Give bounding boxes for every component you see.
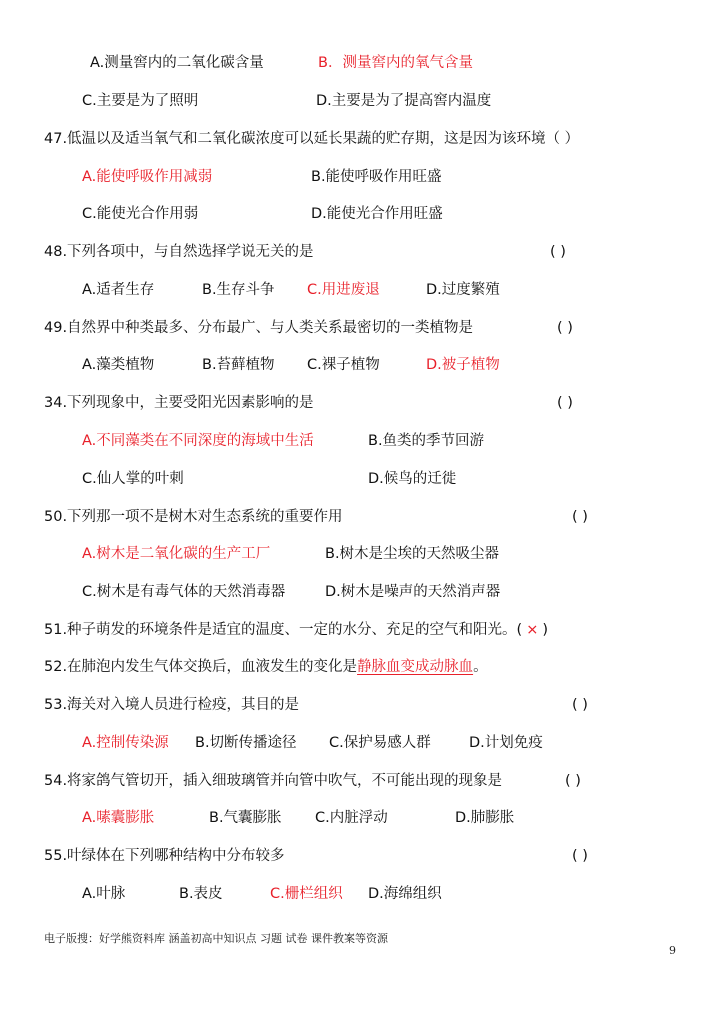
q54-option-c: C.内脏浮动 xyxy=(315,810,388,826)
q50-option-a: A.树木是二氧化碳的生产工厂 xyxy=(82,546,271,562)
q34-stem: 34.下列现象中，主要受阳光因素影响的是 xyxy=(44,395,314,411)
q48-option-b: B.生存斗争 xyxy=(202,282,275,298)
q49-answer-paren: ( ) xyxy=(557,320,573,336)
q55-option-c: C.栅栏组织 xyxy=(270,886,343,902)
q52-stem: 52.在肺泡内发生气体交换后，血液发生的变化是 xyxy=(44,659,358,675)
q49-stem: 49.自然界中种类最多、分布最广、与人类关系最密切的一类植物是 xyxy=(44,320,474,336)
q53-option-c: C.保护易感人群 xyxy=(329,735,431,751)
q55-option-b: B.表皮 xyxy=(179,886,223,902)
q47-option-d: D.能使光合作用旺盛 xyxy=(311,206,443,222)
q53-option-d: D.计划免疫 xyxy=(469,735,543,751)
q48-option-a: A.适者生存 xyxy=(82,282,155,298)
q51-stem: 51.种子萌发的环境条件是适宜的温度、一定的水分、充足的空气和阳光。( xyxy=(44,622,523,638)
q34-option-b: B.鱼类的季节回游 xyxy=(368,433,485,449)
q34-option-d: D.候鸟的迁徙 xyxy=(368,471,457,487)
q55-stem: 55.叶绿体在下列哪种结构中分布较多 xyxy=(44,848,285,864)
q52-line xyxy=(44,657,488,677)
q52-answer: 静脉血变成动脉血 xyxy=(357,659,474,675)
q47-stem: 47.低温以及适当氧气和二氧化碳浓度可以延长果蔬的贮存期，这是因为该环境（ ） xyxy=(44,131,580,147)
q51-close-paren: ) xyxy=(542,622,549,638)
q48-option-c: C.用进废退 xyxy=(307,282,380,298)
q46-option-a: A.测量窖内的二氧化碳含量 xyxy=(90,55,264,71)
q34-answer-paren: ( ) xyxy=(557,395,573,411)
q51-answer-mark: × xyxy=(526,622,539,638)
page-footer: 电子版搜：好学熊资料库 涵盖初高中知识点 习题 试卷 课件教案等资源 xyxy=(44,932,388,945)
q47-option-c: C.能使光合作用弱 xyxy=(82,206,199,222)
q46-option-d: D.主要是为了提高窖内温度 xyxy=(316,93,492,109)
q55-answer-paren: ( ) xyxy=(572,848,588,864)
q52-end: 。 xyxy=(473,659,488,675)
q46-option-b: B．测量窖内的氧气含量 xyxy=(318,55,473,71)
q34-option-a: A.不同藻类在不同深度的海域中生活 xyxy=(82,433,314,449)
q46-option-c: C.主要是为了照明 xyxy=(82,93,199,109)
q49-option-c: C.裸子植物 xyxy=(307,357,380,373)
q55-option-d: D.海绵组织 xyxy=(368,886,442,902)
q50-answer-paren: ( ) xyxy=(572,509,588,525)
q53-option-a: A.控制传染源 xyxy=(82,735,169,751)
q47-option-a: A.能使呼吸作用减弱 xyxy=(82,169,213,185)
q50-stem: 50.下列那一项不是树木对生态系统的重要作用 xyxy=(44,509,343,525)
q55-option-a: A.叶脉 xyxy=(82,886,126,902)
q49-option-d: D.被子植物 xyxy=(426,357,500,373)
q54-option-b: B.气囊膨胀 xyxy=(209,810,282,826)
q50-option-c: C.树木是有毒气体的天然消毒器 xyxy=(82,584,286,600)
q54-option-a: A.嗉囊膨胀 xyxy=(82,810,155,826)
q48-stem: 48.下列各项中，与自然选择学说无关的是 xyxy=(44,244,314,260)
q50-option-b: B.树木是尘埃的天然吸尘器 xyxy=(325,546,500,562)
q50-option-d: D.树木是噪声的天然消声器 xyxy=(325,584,501,600)
q53-answer-paren: ( ) xyxy=(572,697,588,713)
q54-stem: 54.将家鸽气管切开，插入细玻璃管并向管中吹气，不可能出现的现象是 xyxy=(44,773,503,789)
q51-line xyxy=(44,620,548,640)
q54-option-d: D.肺膨胀 xyxy=(455,810,515,826)
q34-option-c: C.仙人掌的叶刺 xyxy=(82,471,184,487)
q47-option-b: B.能使呼吸作用旺盛 xyxy=(311,169,442,185)
q54-answer-paren: ( ) xyxy=(565,773,581,789)
q49-option-a: A.藻类植物 xyxy=(82,357,155,373)
q53-stem: 53.海关对入境人员进行检疫，其目的是 xyxy=(44,697,300,713)
q48-option-d: D.过度繁殖 xyxy=(426,282,500,298)
page-number: 9 xyxy=(669,944,676,957)
q53-option-b: B.切断传播途径 xyxy=(195,735,297,751)
q49-option-b: B.苔藓植物 xyxy=(202,357,275,373)
q48-answer-paren: ( ) xyxy=(550,244,566,260)
